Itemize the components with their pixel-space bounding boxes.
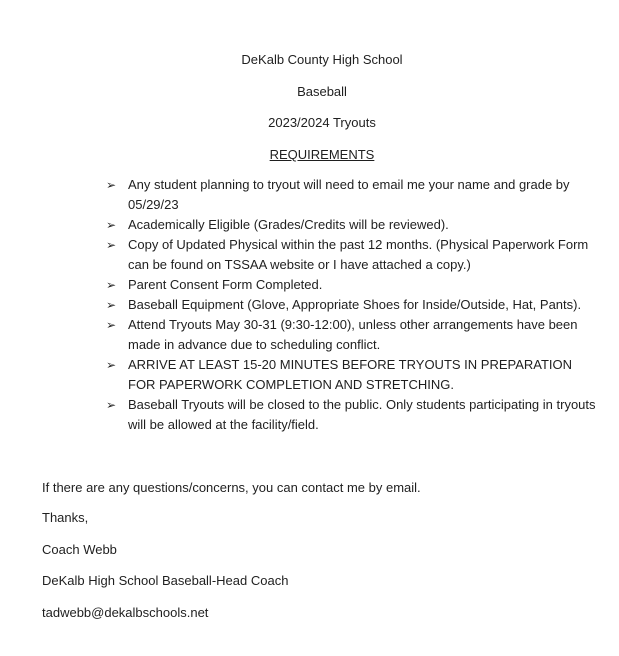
requirement-text: Parent Consent Form Completed. xyxy=(128,277,323,292)
arrow-bullet-icon: ➢ xyxy=(106,278,117,292)
arrow-bullet-icon: ➢ xyxy=(106,358,117,372)
signature-name: Coach Webb xyxy=(42,542,117,557)
arrow-bullet-icon: ➢ xyxy=(106,218,117,232)
contact-email: tadwebb@dekalbschools.net xyxy=(42,605,209,620)
contact-note: If there are any questions/concerns, you can contact me by email. xyxy=(42,480,421,495)
school-name: DeKalb County High School xyxy=(241,52,403,67)
requirements-heading: REQUIREMENTS xyxy=(269,147,375,162)
sport-title: Baseball xyxy=(297,84,347,99)
requirement-text: Baseball Tryouts will be closed to the public. Only students participating in tryouts will be allowed at the facility/field. xyxy=(128,397,596,432)
requirement-text: ARRIVE AT LEAST 15-20 MINUTES BEFORE TRYOUTS IN PREPARATION FOR PAPERWORK COMPLETION AND STRETCHING. xyxy=(128,357,573,392)
requirement-text: Baseball Equipment (Glove, Appropriate Shoes for Inside/Outside, Hat, Pants). xyxy=(128,297,582,312)
closing-thanks: Thanks, xyxy=(42,510,89,525)
arrow-bullet-icon: ➢ xyxy=(106,238,117,252)
arrow-bullet-icon: ➢ xyxy=(106,318,117,332)
requirement-text: Copy of Updated Physical within the past 12 months. (Physical Paperwork Form can be found on TSSAA website or I have attached a copy.) xyxy=(128,237,589,272)
requirement-text: Any student planning to tryout will need to email me your name and grade by 05/29/23 xyxy=(128,177,570,212)
requirement-text: Attend Tryouts May 30-31 (9:30-12:00), unless other arrangements have been made in advance due to scheduling conflict. xyxy=(128,317,578,352)
season-title: 2023/2024 Tryouts xyxy=(268,115,376,130)
arrow-bullet-icon: ➢ xyxy=(106,178,117,192)
requirement-text: Academically Eligible (Grades/Credits will be reviewed). xyxy=(128,217,449,232)
arrow-bullet-icon: ➢ xyxy=(106,398,117,412)
signature-title: DeKalb High School Baseball-Head Coach xyxy=(42,573,289,588)
arrow-bullet-icon: ➢ xyxy=(106,298,117,312)
